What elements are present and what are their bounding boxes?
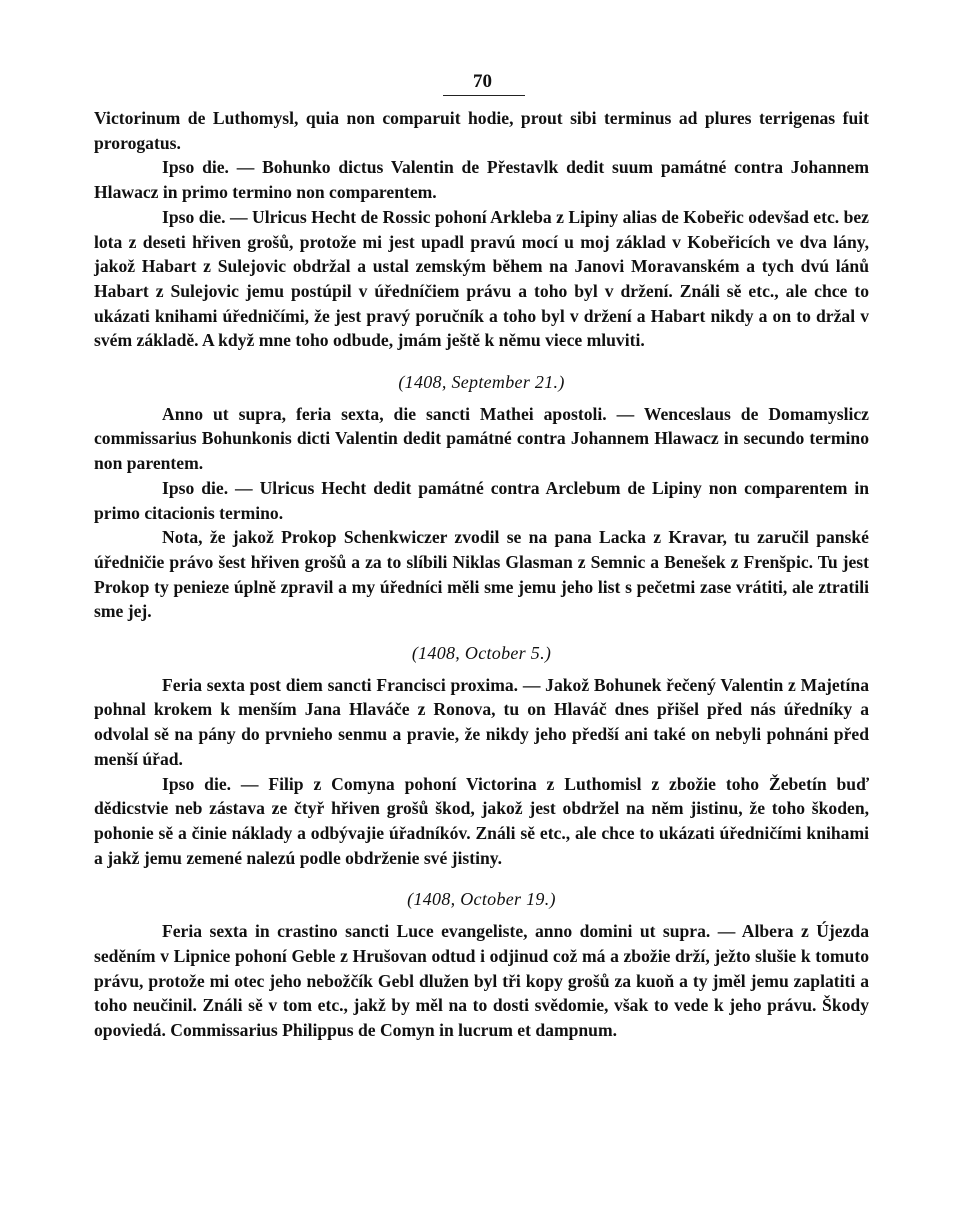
paragraph-3: Ipso die. — Ulricus Hecht de Rossic pohoní Arkleba z Lipiny alias de Kobeřic odevšad etc. bez lota z deseti hřiven grošů, protože mi jest upadl pravú mocí u moj základ v Kobeřicích ve dva lány, jakož Habart z Sulejovic obdržal a ustal zemským během na Janovi Moravanském a tych dvú lánů Habart z Sulejovic jemu postúpil v úředníčiem právu a toho byl v držení. Ználi sě etc., ale chce to ukázati knihami úředničími, že jest pravý poručník a toho byl v držení a Habart nikdy a on to držal v svém základě. A když mne toho odbude, jmám ještě k němu viece mluviti.	[94, 206, 869, 351]
paragraph-7: Feria sexta post diem sancti Francisci proxima. — Jakož Bohunek řečený Valentin z Majetína pohnal krokem k menším Jana Hlaváče z Ronova, tu on Hlaváč dnes přišel před nás úředníky a odvolal sě na pány do prvnieho senmu a pravie, že nikdy jeho předší ani také on nebyli pohnáni před menší úřad.	[94, 674, 869, 769]
page-number: 70	[473, 71, 492, 92]
paragraph-2: Ipso die. — Bohunko dictus Valentin de Přestavlk dedit suum památné contra Johannem Hlawacz in primo termino non comparentem.	[94, 157, 869, 203]
document-page	[94, 70, 869, 1043]
paragraph-8: Ipso die. — Filip z Comyna pohoní Victorina z Luthomisl z zbožie toho Žebetín buď dědicstvie neb zástava ze čtyř hřiven grošů škod, jakož jest obdržel na něm jistinu, že toho škoden, pohonie sě a činie náklady a odbývajie úřadníkóv. Ználi sě etc., ale chce to ukázati úředničími knihami a jakž jemu zemené nalezú podle obdrženie své jistiny.	[94, 773, 869, 868]
paragraph-5: Ipso die. — Ulricus Hecht dedit památné contra Arclebum de Lipiny non comparentem in primo citacionis termino.	[94, 477, 869, 523]
paragraph-6: Nota, že jakož Prokop Schenkwiczer zvodil se na pana Lacka z Kravar, tu zaručil panské úředničie právo šest hřiven grošů a za to slíbili Niklas Glasman z Semnic a Benešek z Frenšpic. Tu jest Prokop ty penieze úplně zpravil a my úředníci měli sme jemu jeho list s pečetmi zase vrátiti, ale ztratili sme jej.	[94, 527, 869, 622]
paragraph-9: Feria sexta in crastino sancti Luce evangeliste, anno domini ut supra. — Albera z Újezda seděním v Lipnice pohoní Geble z Hrušovan odtud i odjinud což má a zbožie drží, ježto slušie k tomuto právu, protože mi otec jeho nebožčík Gebl dlužen byl tři kopy grošů za kuoň a ty jměl jemu zaplatiti a toho neučinil. Ználi sě v tom etc., jakž by měl na to dosti svědomie, však to vede k jeho právu. Škody opoviedá. Commissarius Philippus de Comyn in lucrum et dampnum.	[94, 921, 869, 1040]
paragraph-4: Anno ut supra, feria sexta, die sancti Mathei apostoli. — Wenceslaus de Domamyslicz commissarius Bohunkonis dicti Valentin dedit památné contra Johannem Hlawacz in secundo termino non parentem.	[94, 403, 869, 474]
paragraph-1: Victorinum de Luthomysl, quia non comparuit hodie, prout sibi terminus ad plures terrigenas fuit prorogatus.	[94, 108, 869, 153]
date-heading-3: (1408, October 19.)	[407, 889, 556, 910]
date-heading-2: (1408, October 5.)	[411, 643, 552, 664]
date-heading-1: (1408, September 21.)	[398, 372, 565, 393]
page-number-rule	[443, 95, 525, 96]
